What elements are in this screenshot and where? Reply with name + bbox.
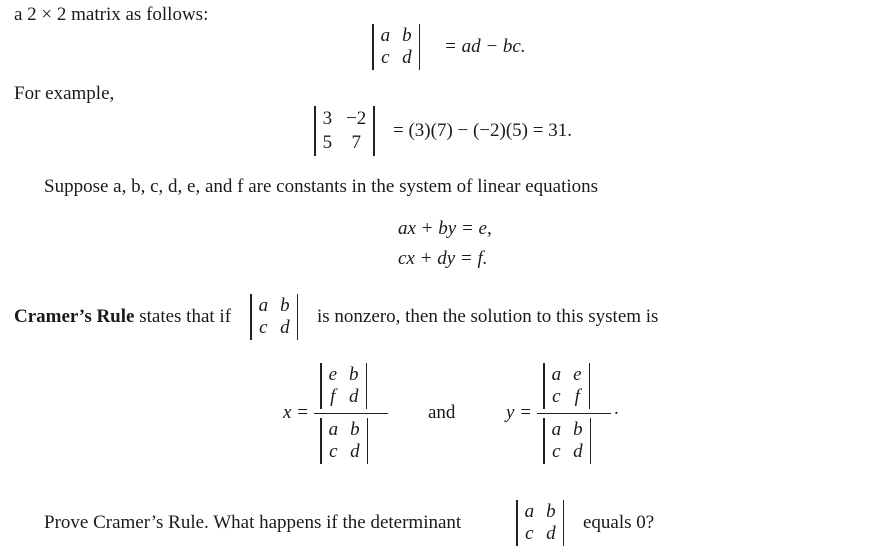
- cell-d: d: [280, 317, 290, 338]
- cell-neg2: −2: [346, 108, 367, 129]
- equation-2: cx + dy = f.: [398, 248, 488, 269]
- cell-e: e: [328, 364, 338, 385]
- equation-1: ax + by = e,: [398, 218, 492, 239]
- cell-7: 7: [351, 132, 361, 153]
- cell-c: c: [552, 441, 561, 462]
- cell-3: 3: [322, 108, 333, 129]
- intro-text: a 2 × 2 matrix as follows:: [14, 4, 209, 25]
- cell-a: a: [380, 25, 391, 46]
- cell-c: c: [381, 47, 390, 68]
- cell-c: c: [259, 317, 268, 338]
- cramer-statement: [14, 306, 231, 328]
- cell-d: d: [573, 441, 583, 462]
- cramer-pre: states that if: [134, 306, 232, 327]
- y-period: .: [614, 398, 619, 419]
- prove-determinant: [516, 500, 564, 546]
- and-text: and: [428, 402, 456, 423]
- x-label: x =: [283, 402, 310, 423]
- definition-rhs: = ad − bc.: [444, 36, 526, 57]
- x-denominator-determinant: [320, 418, 368, 464]
- example-determinant: [314, 106, 375, 156]
- x-numerator-determinant: [320, 363, 367, 409]
- cell-b: b: [546, 501, 556, 522]
- y-fraction-bar: [537, 413, 611, 414]
- cell-d: d: [546, 523, 556, 544]
- example-rhs: = (3)(7) − (−2)(5) = 31.: [393, 120, 572, 141]
- example-label: For example,: [14, 83, 115, 104]
- cell-b: b: [349, 364, 359, 385]
- cell-a: a: [551, 419, 562, 440]
- cell-d: d: [350, 441, 360, 462]
- cell-a: a: [328, 419, 339, 440]
- x-fraction-bar: [314, 413, 388, 414]
- cell-e: e: [573, 364, 582, 385]
- y-denominator-determinant: [543, 418, 591, 464]
- definition-determinant: [372, 24, 420, 70]
- cell-c: c: [525, 523, 534, 544]
- cell-a: a: [524, 501, 535, 522]
- cramer-determinant: [250, 294, 298, 340]
- y-numerator-determinant: [543, 363, 590, 409]
- suppose-text: Suppose a, b, c, d, e, and f are constants in the system of linear equations: [44, 176, 599, 197]
- cell-b: b: [402, 25, 412, 46]
- cell-b: b: [350, 419, 360, 440]
- cell-a: a: [551, 364, 562, 385]
- cell-f: f: [330, 386, 336, 407]
- cell-d: d: [402, 47, 412, 68]
- prove-text: Prove Cramer’s Rule. What happens if the determinant: [44, 512, 462, 533]
- cell-d: d: [349, 386, 359, 407]
- y-label: y =: [506, 402, 533, 423]
- cell-5: 5: [322, 132, 333, 153]
- cell-b: b: [280, 295, 290, 316]
- cell-b: b: [573, 419, 583, 440]
- cell-f: f: [574, 386, 580, 407]
- cell-c: c: [329, 441, 338, 462]
- prove-post: equals 0?: [583, 512, 655, 533]
- cramer-post: is nonzero, then the solution to this system is: [317, 306, 659, 327]
- cell-c: c: [552, 386, 561, 407]
- cramer-term: Cramer’s Rule: [14, 306, 135, 327]
- cell-a: a: [258, 295, 269, 316]
